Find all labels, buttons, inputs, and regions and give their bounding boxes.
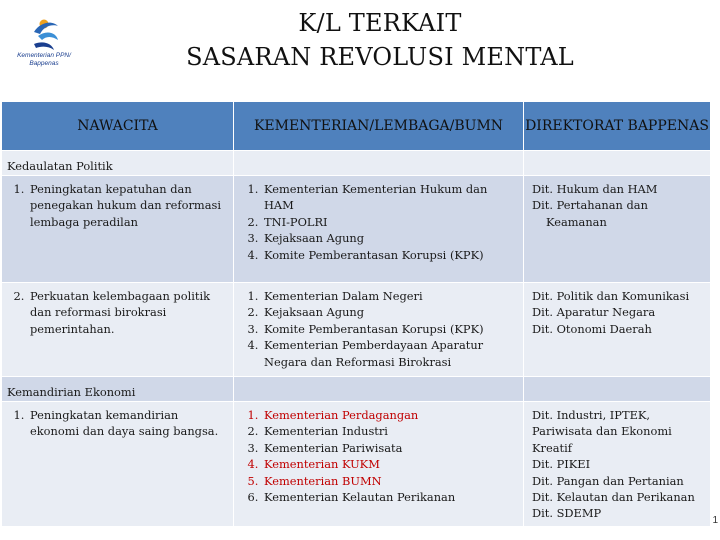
- kl-cell: [234, 283, 524, 377]
- section-empty-cell: [234, 377, 524, 402]
- kl-item: 2. Kementerian Industri: [262, 423, 519, 439]
- logo-text-line1: Kementerian PPN/: [17, 52, 71, 59]
- direktorat-line: Dit. Kelautan dan Perikanan: [532, 490, 695, 505]
- header-kementerian: KEMENTERIAN/LEMBAGA/BUMN: [234, 102, 524, 151]
- section-label: Kemandirian Ekonomi: [2, 377, 234, 402]
- direktorat-cell: [524, 176, 711, 283]
- kl-cell: [234, 176, 524, 283]
- title-line2: SASARAN REVOLUSI MENTAL: [186, 43, 574, 71]
- kl-item: 3. Kementerian Pariwisata: [262, 440, 519, 456]
- kl-item: 5. Kementerian BUMN: [262, 473, 519, 489]
- section-row-kedaulatan-politik: [2, 151, 711, 176]
- direktorat-line: Dit. Hukum dan HAM: [532, 182, 658, 196]
- nawacita-cell: [2, 402, 234, 527]
- section-row-kemandirian-ekonomi: [2, 377, 711, 402]
- kl-item: 4. Komite Pemberantasan Korupsi (KPK): [262, 247, 519, 263]
- kl-item: 1. Kementerian Perdagangan: [262, 407, 519, 423]
- kl-cell: [234, 402, 524, 527]
- section-label: Kedaulatan Politik: [2, 151, 234, 176]
- direktorat-line: Dit. Pangan dan Pertanian: [532, 473, 684, 488]
- direktorat-line: Dit. SDEMP: [532, 506, 602, 521]
- direktorat-cell: [524, 283, 711, 377]
- direktorat-line: Dit. PIKEI: [532, 457, 591, 472]
- nawacita-item: 1. Peningkatan kemandirian ekonomi dan daya saing bangsa.: [28, 407, 229, 440]
- kl-item: 6. Kementerian Kelautan Perikanan: [262, 489, 519, 505]
- logo-text-line2: Bappenas: [29, 60, 59, 67]
- kl-item: 4. Kementerian Pemberdayaan Aparatur Negara dan Reformasi Birokrasi: [262, 337, 519, 370]
- kl-item: 3. Komite Pemberantasan Korupsi (KPK): [262, 321, 519, 337]
- header-nawacita: NAWACITA: [2, 102, 234, 151]
- table-row: [2, 402, 711, 527]
- direktorat-line: Keamanan: [546, 214, 607, 229]
- kl-item: 2. Kejaksaan Agung: [262, 304, 519, 320]
- title-line1: K/L TERKAIT: [298, 9, 462, 37]
- kl-item: 1. Kementerian Dalam Negeri: [262, 288, 519, 304]
- direktorat-line: Pariwisata dan Ekonomi: [532, 424, 672, 439]
- direktorat-line: Dit. Otonomi Daerah: [532, 321, 652, 336]
- nawacita-cell: [2, 176, 234, 283]
- kl-item: 1. Kementerian Kementerian Hukum dan HAM: [262, 181, 519, 214]
- direktorat-line: Dit. Aparatur Negara: [532, 305, 656, 320]
- kl-table: [1, 101, 711, 527]
- table-row: [2, 176, 711, 283]
- kl-item: 4. Kementerian KUKM: [262, 456, 519, 472]
- kl-item: 3. Kejaksaan Agung: [262, 230, 519, 246]
- nawacita-cell: [2, 283, 234, 377]
- direktorat-line: Dit. Politik dan Komunikasi: [532, 289, 690, 303]
- direktorat-cell: [524, 402, 711, 527]
- page-title: [120, 6, 640, 74]
- nawacita-item: 2. Perkuatan kelembagaan politik dan reformasi birokrasi pemerintahan.: [28, 288, 229, 337]
- header-direktorat: DIREKTORAT BAPPENAS: [524, 102, 711, 151]
- nawacita-item: 1. Peningkatan kepatuhan dan penegakan hukum dan reformasi lembaga peradilan: [28, 181, 229, 230]
- table-header-row: [2, 102, 711, 151]
- direktorat-line: Dit. Industri, IPTEK,: [532, 408, 651, 422]
- logo-text: [4, 52, 84, 68]
- direktorat-line: Kreatif: [532, 440, 572, 455]
- kl-item: 2. TNI-POLRI: [262, 214, 519, 230]
- section-empty-cell: [524, 377, 711, 402]
- section-empty-cell: [234, 151, 524, 176]
- direktorat-line: Dit. Pertahanan dan: [532, 198, 648, 213]
- bappenas-emblem-icon: [4, 10, 84, 54]
- table-row: [2, 283, 711, 377]
- section-empty-cell: [524, 151, 711, 176]
- bappenas-logo: [4, 10, 84, 76]
- page-number: 1: [712, 515, 718, 526]
